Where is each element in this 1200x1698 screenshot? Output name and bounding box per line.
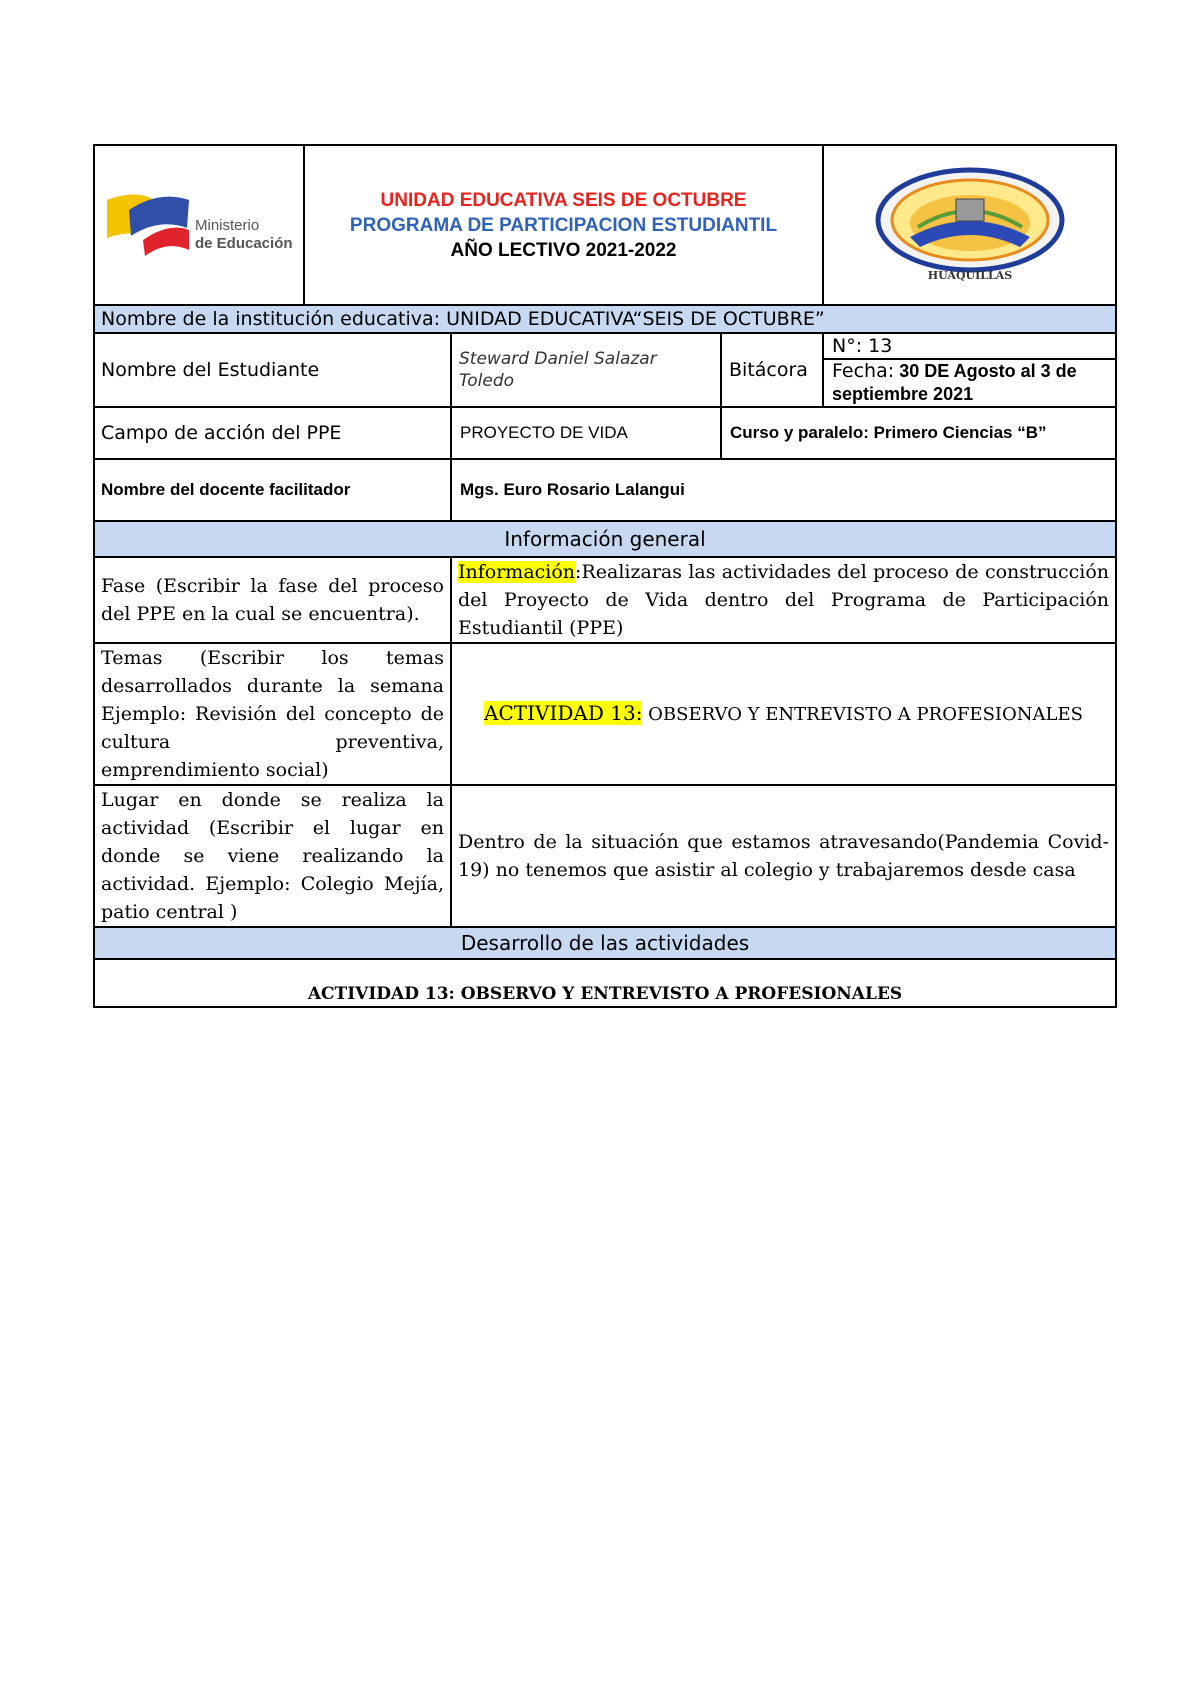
lugar-label: Lugar en donde se realiza la actividad (Escribir el lugar en donde se viene realizando la actividad. Ejemplo: Colegio Mejía, patio central ) — [94, 785, 451, 927]
header-titles — [304, 145, 823, 305]
fase-label: Fase (Escribir la fase del proceso del PPE en la cual se encuentra). — [94, 557, 451, 643]
fase-highlight: Información — [458, 561, 576, 583]
campo-value: PROYECTO DE VIDA — [451, 407, 721, 459]
school-year: AÑO LECTIVO 2021-2022 — [450, 239, 677, 261]
school-name: UNIDAD EDUCATIVA SEIS DE OCTUBRE — [380, 189, 747, 211]
fecha-value: 30 DE Agosto al 3 de septiembre 2021 — [832, 361, 1077, 404]
logo-text-line2: de Educación — [195, 235, 293, 252]
number-date-cell — [823, 333, 1116, 407]
general-info-title: Información general — [94, 521, 1116, 557]
activity-highlight: ACTIVIDAD 13: — [484, 701, 643, 725]
institution-name: Nombre de la institución educativa: UNIDAD EDUCATIVA“SEIS DE OCTUBRE” — [94, 305, 1116, 333]
fase-text: :Realizaras las actividades del proceso de construcción del Proyecto de Vida dentro del Programa de Participación Estudiantil (PPE) — [458, 561, 1110, 639]
desarrollo-activity: ACTIVIDAD 13: OBSERVO Y ENTREVISTO A PROFESIONALES — [94, 959, 1116, 1007]
student-name: Steward Daniel Salazar Toledo — [451, 333, 721, 407]
ministerio-logo-cell — [94, 145, 304, 305]
campo-label: Campo de acción del PPE — [94, 407, 451, 459]
bitacora-table — [93, 144, 1117, 1008]
temas-label: Temas (Escribir los temas desarrollados durante la semana Ejemplo: Revisión del concepto de cultura preventiva, emprendimiento social) — [94, 643, 451, 785]
temas-value — [451, 643, 1116, 785]
logo-text-line1: Ministerio — [195, 217, 260, 234]
docente-value: Mgs. Euro Rosario Lalangui — [451, 459, 1116, 521]
bitacora-label: Bitácora — [721, 333, 823, 407]
lugar-value: Dentro de la situación que estamos atravesando(Pandemia Covid-19) no tenemos que asistir al colegio y trabajaremos desde casa — [451, 785, 1116, 927]
docente-label: Nombre del docente facilitador — [94, 459, 451, 521]
ministerio-logo — [99, 180, 299, 270]
school-seal — [870, 165, 1070, 285]
activity-text: OBSERVO Y ENTREVISTO A PROFESIONALES — [642, 704, 1083, 725]
fecha-label: Fecha: — [832, 360, 895, 382]
desarrollo-title: Desarrollo de las actividades — [94, 927, 1116, 959]
curso-paralelo: Curso y paralelo: Primero Ciencias “B” — [721, 407, 1116, 459]
school-seal-cell — [823, 145, 1116, 305]
fase-value — [451, 557, 1116, 643]
bitacora-number: N°: 13 — [824, 334, 1115, 359]
student-label: Nombre del Estudiante — [94, 333, 451, 407]
seal-town: HUAQUILLAS — [927, 269, 1012, 282]
program-name: PROGRAMA DE PARTICIPACION ESTUDIANTIL — [349, 214, 778, 236]
